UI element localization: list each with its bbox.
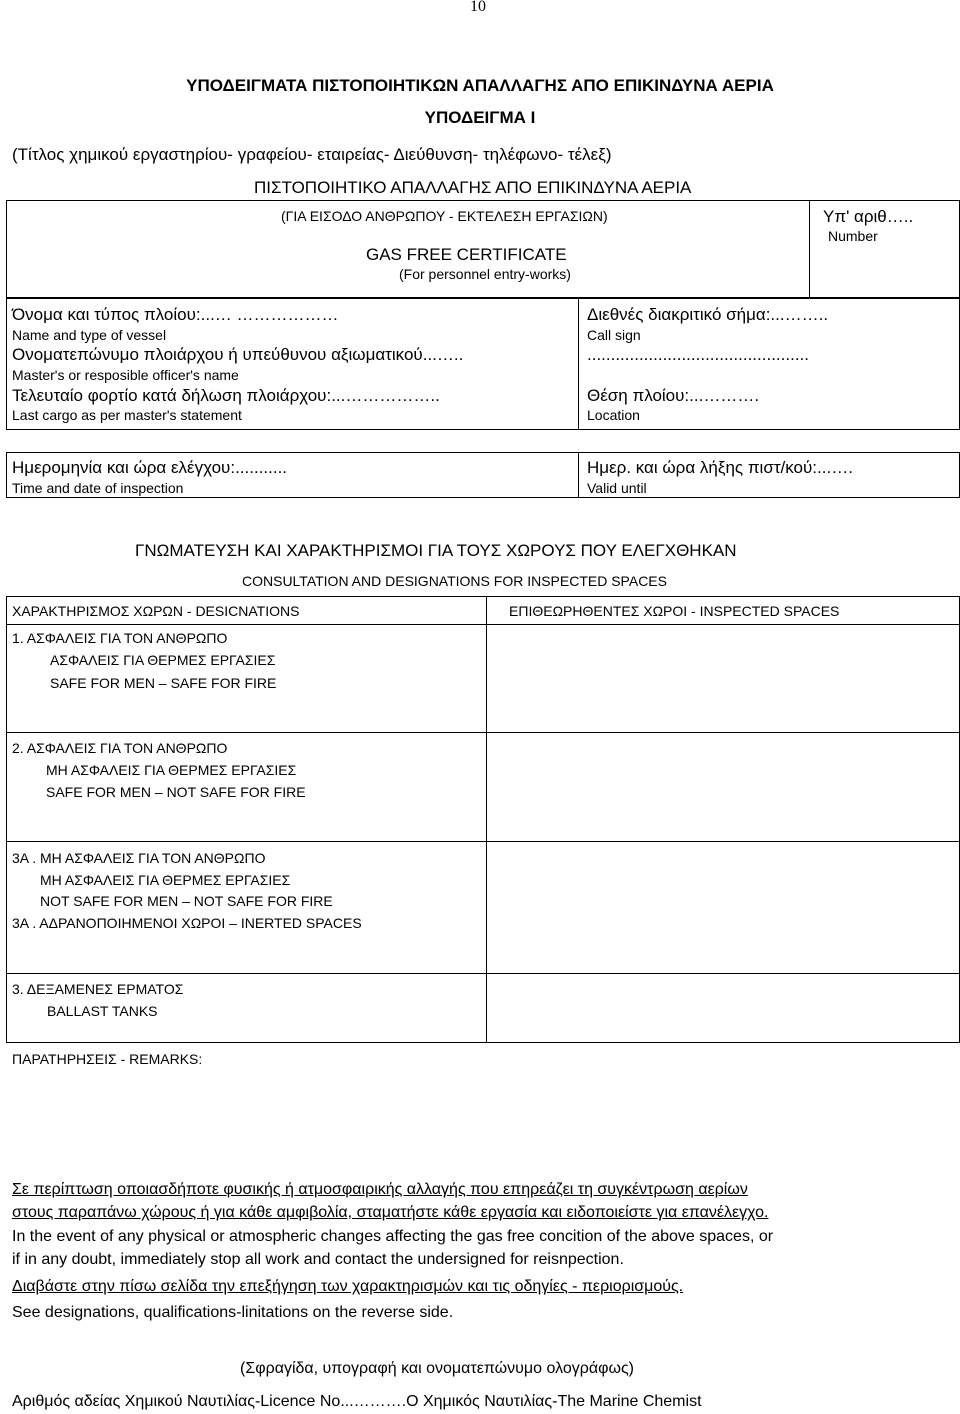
vessel-name-field: Όνομα και τύπος πλοίου:...… ……………… bbox=[12, 305, 339, 324]
certificate-title-en: GAS FREE CERTIFICATE bbox=[366, 245, 567, 264]
row2-line2: ΜΗ ΑΣΦΑΛΕΙΣ ΓΙΑ ΘΕΡΜΕΣ ΕΡΓΑΣΙΕΣ bbox=[46, 762, 297, 778]
column-header-inspected-spaces: ΕΠΙΘΕΩΡΗΘΕΝΤΕΣ ΧΩΡΟΙ - INSPECTED SPACES bbox=[509, 603, 840, 619]
certificate-number-label-en: Number bbox=[828, 228, 878, 244]
inspection-time-label-en: Time and date of inspection bbox=[12, 480, 184, 496]
notice-en-line3: See designations, qualifications-linitations on the reverse side. bbox=[12, 1304, 454, 1321]
row4-line2: BALLAST TANKS bbox=[47, 1003, 158, 1019]
row1-line1: 1. ΑΣΦΑΛΕΙΣ ΓΙΑ ΤΟΝ ΑΝΘΡΩΠΟ bbox=[12, 630, 228, 646]
licence-line: Αριθμός αδείας Χημικού Ναυτιλίας-Licence No...……….Ο Χημικός Ναυτιλίας-The Marine Chemist bbox=[12, 1393, 702, 1410]
remarks-label: ΠΑΡΑΤΗΡΗΣΕΙΣ - REMARKS: bbox=[12, 1051, 203, 1067]
notice-gr-line2: στους παραπάνω χώρους ή για κάθε αμφιβολία, σταματήστε κάθε εργασία και ειδοποιείστε για επανέλεγχο. bbox=[12, 1204, 769, 1221]
row1-line2: ΑΣΦΑΛΕΙΣ ΓΙΑ ΘΕΡΜΕΣ ΕΡΓΑΣΙΕΣ bbox=[50, 652, 276, 668]
row4-line1: 3. ΔΕΞΑΜΕΝΕΣ ΕΡΜΑΤΟΣ bbox=[12, 981, 184, 997]
certificate-number-field: Υπ' αριθ….. bbox=[823, 207, 914, 226]
stamp-signature-line: (Σφραγίδα, υπογραφή και ονοματεπώνυμο ολογράφως) bbox=[240, 1360, 634, 1377]
last-cargo-field: Τελευταίο φορτίο κατά δήλωση πλοιάρχου:...…………….. bbox=[12, 386, 440, 405]
vessel-location-field: Θέση πλοίου:...………. bbox=[587, 386, 760, 405]
call-sign-continuation: ............................................... bbox=[587, 345, 809, 364]
vessel-name-label-en: Name and type of vessel bbox=[12, 327, 167, 343]
section-title-gr: ΓΝΩΜΑΤΕΥΣΗ ΚΑΙ ΧΑΡΑΚΤΗΡΙΣΜΟΙ ΓΙΑ ΤΟΥΣ ΧΩΡΟΥΣ ΠΟΥ ΕΛΕΓΧΘΗΚΑΝ bbox=[135, 541, 737, 560]
row1-line3: SAFE FOR MEN – SAFE FOR FIRE bbox=[50, 675, 277, 691]
notice-en-line1: In the event of any physical or atmospheric changes affecting the gas free concition of the above spaces, or bbox=[12, 1228, 774, 1245]
certificate-subtitle-gr: (ΓΙΑ ΕΙΣΟΔΟ ΑΝΘΡΩΠΟΥ - ΕΚΤΕΛΕΣΗ ΕΡΓΑΣΙΩΝ) bbox=[281, 208, 608, 224]
row3-line4: 3Α . ΑΔΡΑΝΟΠΟΙΗΜΕΝΟΙ ΧΩΡΟΙ – INERTED SPACES bbox=[12, 915, 362, 931]
template-number: ΥΠΟΔΕΙΓΜΑ Ι bbox=[424, 108, 536, 127]
certificate-title-gr: ΠΙΣΤΟΠΟΙΗΤΙΚΟ ΑΠΑΛΛΑΓΗΣ ΑΠΟ ΕΠΙΚΙΝΔΥΝΑ ΑΕΡΙΑ bbox=[254, 178, 692, 197]
valid-until-field: Ημερ. και ώρα λήξης πιστ/κού:...…. bbox=[587, 458, 853, 477]
master-name-field: Ονοματεπώνυμο πλοιάρχου ή υπεύθυνου αξιωματικού...….. bbox=[12, 345, 464, 364]
notice-gr-line3: Διαβάστε στην πίσω σελίδα την επεξήγηση των χαρακτηρισμών και τις οδηγίες - περιορισμούς. bbox=[12, 1278, 684, 1295]
call-sign-label-en: Call sign bbox=[587, 327, 641, 343]
vessel-location-label-en: Location bbox=[587, 407, 640, 423]
page-number: 10 bbox=[470, 0, 486, 15]
call-sign-field: Διεθνές διακριτικό σήμα:...…….. bbox=[587, 305, 829, 324]
section-title-en: CONSULTATION AND DESIGNATIONS FOR INSPECTED SPACES bbox=[242, 573, 667, 589]
row3-line2: ΜΗ ΑΣΦΑΛΕΙΣ ΓΙΑ ΘΕΡΜΕΣ ΕΡΓΑΣΙΕΣ bbox=[40, 872, 291, 888]
row3-line1: 3Α . ΜΗ ΑΣΦΑΛΕΙΣ ΓΙΑ ΤΟΝ ΑΝΘΡΩΠΟ bbox=[12, 850, 266, 866]
document-title: ΥΠΟΔΕΙΓΜΑΤΑ ΠΙΣΤΟΠΟΙΗΤΙΚΩΝ ΑΠΑΛΛΑΓΗΣ ΑΠΟ ΕΠΙΚΙΝΔΥΝΑ ΑΕΡΙΑ bbox=[186, 76, 774, 95]
certificate-subtitle-en: (For personnel entry-works) bbox=[399, 266, 571, 282]
inspection-time-field: Ημερομηνία και ώρα ελέγχου:........... bbox=[12, 458, 288, 477]
master-name-label-en: Master's or resposible officer's name bbox=[12, 367, 239, 383]
table-column-divider bbox=[486, 597, 487, 1043]
notice-gr-line1: Σε περίπτωση οποιασδήποτε φυσικής ή ατμοσφαιρικής αλλαγής που επηρεάζει τη συγκέντρωση αερίων bbox=[12, 1181, 748, 1198]
lab-info-line: (Τίτλος χημικού εργαστηρίου- γραφείου- εταιρείας- Διεύθυνση- τηλέφωνο- τέλεξ) bbox=[12, 145, 612, 164]
column-header-designations: ΧΑΡΑΚΤΗΡΙΣΜΟΣ ΧΩΡΩΝ - DESICNATIONS bbox=[12, 603, 300, 619]
row3-line3: NOT SAFE FOR MEN – NOT SAFE FOR FIRE bbox=[40, 893, 333, 909]
row2-line1: 2. ΑΣΦΑΛΕΙΣ ΓΙΑ ΤΟΝ ΑΝΘΡΩΠΟ bbox=[12, 740, 228, 756]
last-cargo-label-en: Last cargo as per master's statement bbox=[12, 407, 242, 423]
valid-until-label-en: Valid until bbox=[587, 480, 647, 496]
notice-en-line2: if in any doubt, immediately stop all work and contact the undersigned for reisnpection. bbox=[12, 1251, 624, 1268]
row2-line3: SAFE FOR MEN – NOT SAFE FOR FIRE bbox=[46, 784, 306, 800]
